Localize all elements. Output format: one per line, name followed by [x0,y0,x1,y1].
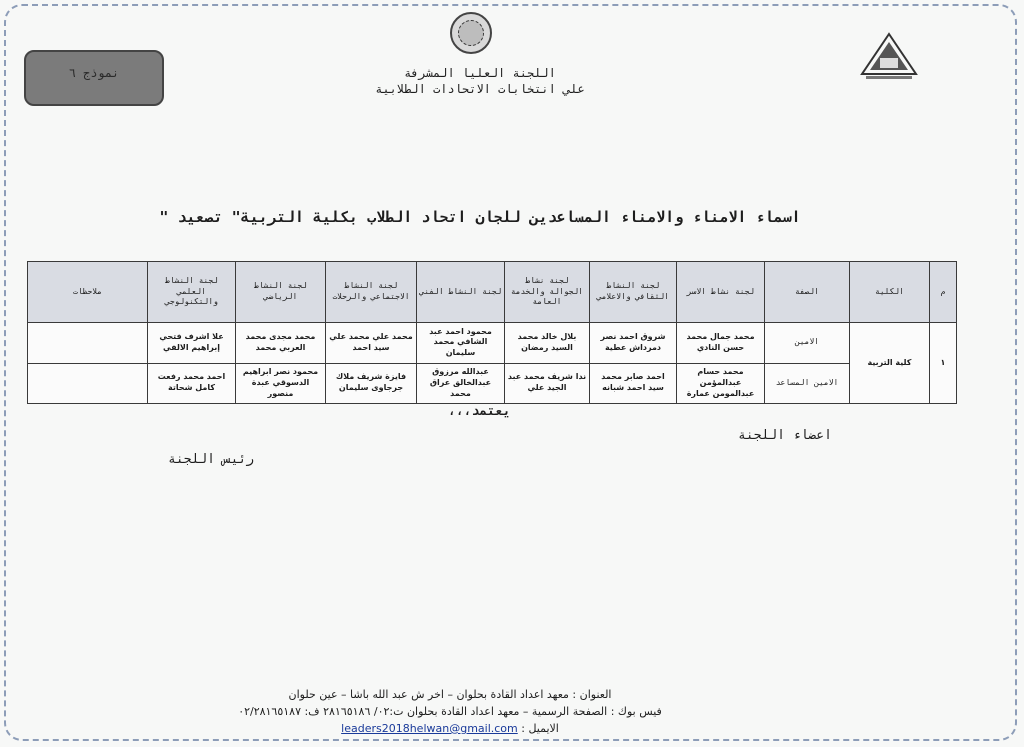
name-cell: احمد صابر محمد سيد احمد شبانه [590,363,677,404]
role-cell: الامين [765,323,850,364]
table-row [28,363,957,404]
header-scouts: لجنة نشاط الجوالة والخدمة العامة [505,262,590,323]
form-number-label: نموذج ٦ [68,66,120,80]
role-cell: الامين المساعد [765,363,850,404]
notes-cell [28,363,148,404]
header-notes: ملاحظات [28,262,148,323]
header-cultural: لجنة النشاط الثقافي والاعلامي [590,262,677,323]
header-role: الصفة [765,262,850,323]
name-cell: عبدالله مرزوق عبدالخالق عراق محمد [417,363,505,404]
header-sports: لجنة النشاط الرياضي [236,262,326,323]
name-cell: احمد محمد رفعت كامل شحاتة [148,363,236,404]
name-cell: محمد علي محمد علي سيد احمد [326,323,417,364]
header-families: لجنة نشاط الاسر [677,262,765,323]
institute-logo-icon [858,30,920,82]
footer-email-link[interactable]: leaders2018helwan@gmail.com [341,722,518,735]
table-header-row [28,262,957,323]
footer-address: العنوان : معهد اعداد القادة بحلوان – اخر ش عبد الله باشا – عين حلوان [288,688,612,701]
header-subtitle: علي انتخابات الاتحادات الطلابية [375,82,585,96]
footer-email-label: الايميل : [521,722,559,735]
header-social: لجنة النشاط الاجتماعي والرحلات [326,262,417,323]
table-row [28,323,957,364]
university-seal-icon [450,12,492,54]
header-arts: لجنة النشاط الفني [417,262,505,323]
header-science: لجنة النشاط العلمي والتكنولوجي [148,262,236,323]
faculty-cell: كلية التربية [850,323,930,404]
name-cell: محمد حسام عبدالمؤمن عبدالمومن عمارة [677,363,765,404]
name-cell: محمد مجدى محمد العربي محمد [236,323,326,364]
committee-members-label: اعضاء اللجنة [738,428,832,443]
header-faculty: الكلية [850,262,930,323]
footer-facebook: فيس بوك : الصفحة الرسمية – معهد اعداد القادة بحلوان ت:٠٢/ ٢٨١٦٥١٨٦ ف: ٠٢/٢٨١٦٥١٨٧ [238,705,662,718]
notes-cell [28,323,148,364]
committee-table [27,261,957,404]
header-title: اللجنة العليا المشرفة [404,66,556,80]
committee-head-label: رئيس اللجنة [168,452,255,467]
name-cell: ندا شريف محمد عبد الجيد علي [505,363,590,404]
name-cell: محمود احمد عبد الشافي محمد سليمان [417,323,505,364]
name-cell: محمد جمال محمد حسن النادي [677,323,765,364]
document-title: اسماء الامناء والامناء المساعدين للجان اتحاد الطلاب بكلية التربية" تصعيد " [159,208,801,226]
approval-label: يعتمد،،، [448,404,511,419]
name-cell: شروق احمد نصر دمرداش عطية [590,323,677,364]
form-number-badge [24,50,164,106]
name-cell: بلال خالد محمد السيد رمضان [505,323,590,364]
name-cell: فايزة شريف ملاك جرجاوى سليمان [326,363,417,404]
footer-email-line [200,722,700,735]
name-cell: محمود نصر ابراهيم الدسوقي عبدة منصور [236,363,326,404]
header-index: م [930,262,957,323]
row-number: ١ [930,323,957,404]
name-cell: علا اشرف فتحي إبراهيم الالفي [148,323,236,364]
